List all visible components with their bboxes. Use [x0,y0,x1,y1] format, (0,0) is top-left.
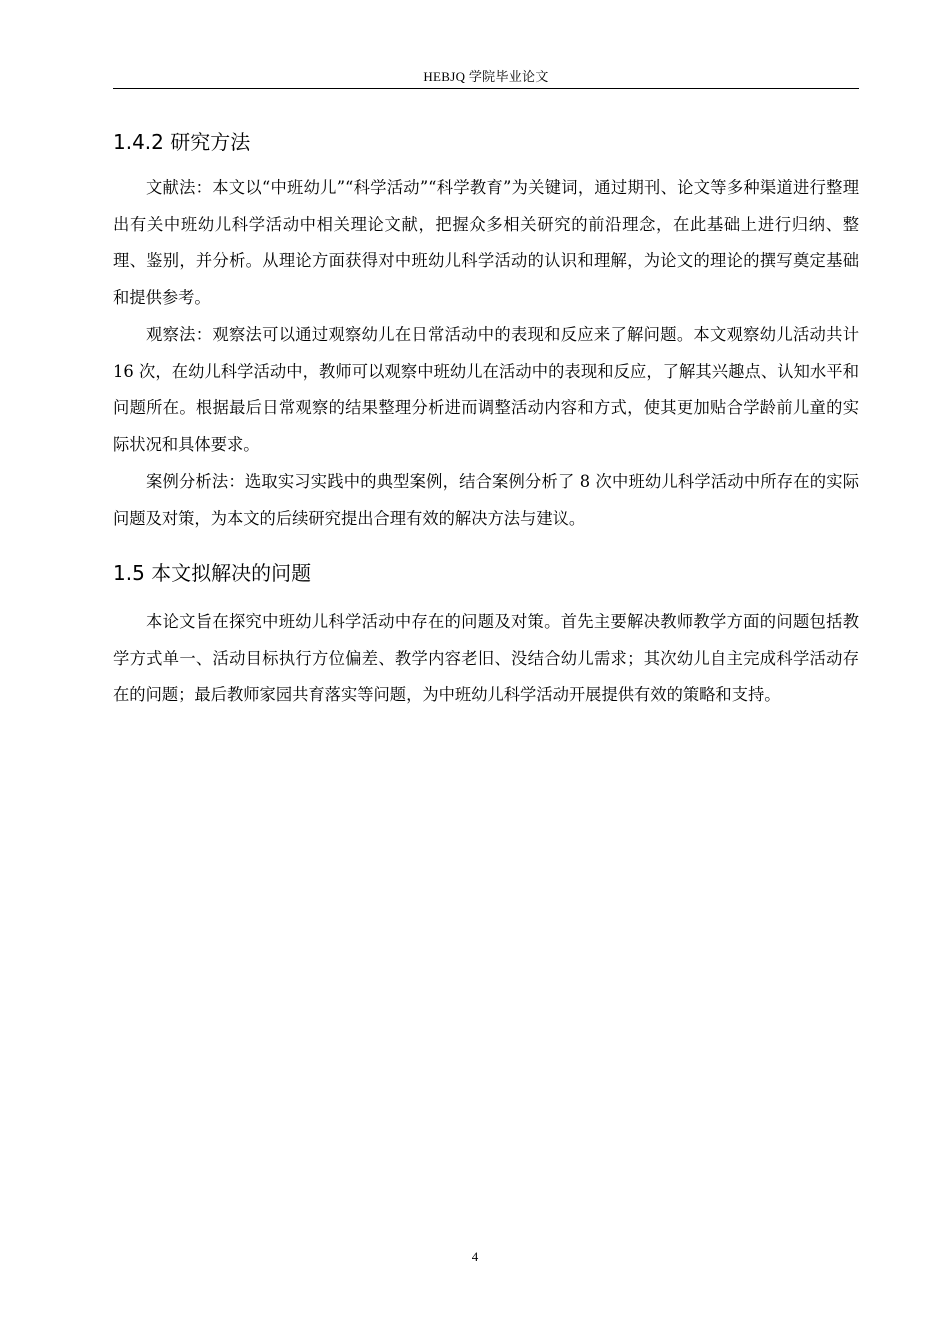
section-heading-problems-to-solve: 1.5 本文拟解决的问题 [113,561,312,585]
paragraph-problems-to-solve: 本论文旨在探究中班幼儿科学活动中存在的问题及对策。首先主要解决教师教学方面的问题包括教学方式单一、活动目标执行方位偏差、教学内容老旧、没结合幼儿需求；其次幼儿自主完成科学活动存在的问题；最后教师家园共育落实等问题，为中班幼儿科学活动开展提供有效的策略和支持。 [113,612,859,705]
paragraph-observation-method: 观察法：观察法可以通过观察幼儿在日常活动中的表现和反应来了解问题。本文观察幼儿活动共计 16 次，在幼儿科学活动中，教师可以观察中班幼儿在活动中的表现和反应，了解其兴趣点、认知水平和问题所在。根据最后日常观察的结果整理分析进而调整活动内容和方式，使其更加贴合学龄前儿童的实际状况和具体要求。 [113,325,859,455]
header-divider [113,88,859,89]
section-heading-research-methods: 1.4.2 研究方法 [113,130,251,154]
paragraph-literature-method: 文献法：本文以“中班幼儿”“科学活动”“科学教育”为关键词，通过期刊、论文等多种渠道进行整理出有关中班幼儿科学活动中相关理论文献，把握众多相关研究的前沿理念，在此基础上进行归纳、整理、鉴别，并分析。从理论方面获得对中班幼儿科学活动的认识和理解，为论文的理论的撰写奠定基础和提供参考。 [113,178,859,308]
paragraph-case-analysis-method: 案例分析法：选取实习实践中的典型案例，结合案例分析了 8 次中班幼儿科学活动中所存在的实际问题及对策，为本文的后续研究提出合理有效的解决方法与建议。 [113,472,859,528]
page-header: HEBJQ 学院毕业论文 [423,69,549,84]
page-number: 4 [471,1249,479,1264]
